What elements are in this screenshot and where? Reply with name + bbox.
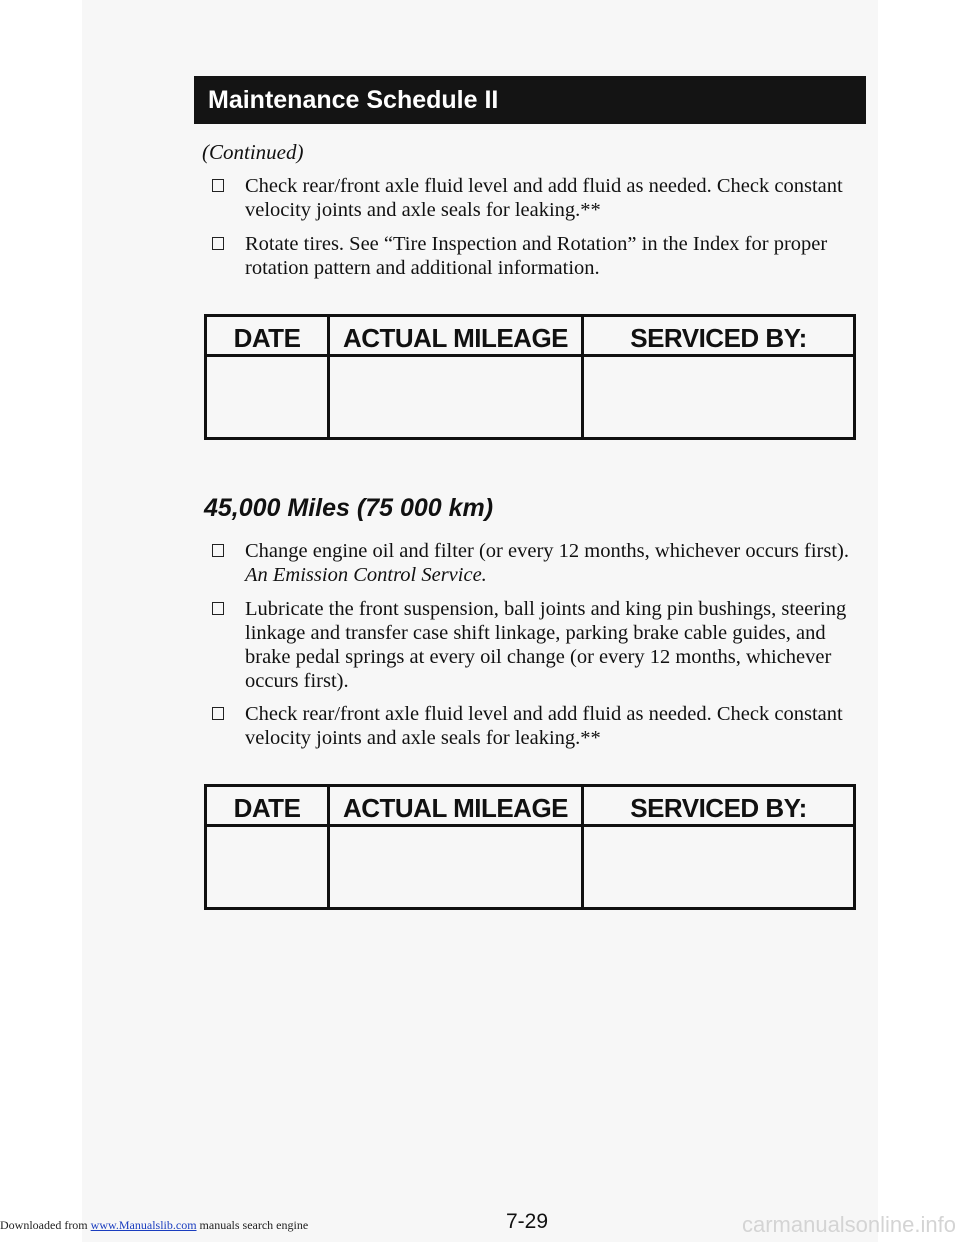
emission-control-note: An Emission Control Service. bbox=[245, 564, 487, 586]
checkbox[interactable] bbox=[212, 602, 224, 615]
watermark: carmanualsonline.info bbox=[741, 1212, 956, 1237]
mileage-cell[interactable] bbox=[330, 357, 581, 437]
checklist-item-text: Change engine oil and filter (or every 12 months, whichever occurs first). An Emission Control Service. bbox=[245, 540, 849, 586]
serviced-by-cell[interactable] bbox=[584, 357, 853, 437]
date-header: DATE bbox=[233, 793, 301, 823]
checklist-item bbox=[212, 597, 862, 693]
checklist-item bbox=[212, 702, 862, 750]
manualslib-link[interactable]: www.Manualslib.com bbox=[90, 1218, 197, 1232]
date-cell[interactable] bbox=[207, 827, 327, 907]
checklist-item-text: Check rear/front axle fluid level and add fluid as needed. Check constant velocity joints and axle seals for leaking.** bbox=[245, 703, 843, 749]
continued-label: (Continued) bbox=[202, 140, 304, 164]
checklist-item-text: Check rear/front axle fluid level and add fluid as needed. Check constant velocity joints and axle seals for leaking.** bbox=[245, 175, 843, 221]
page-title-banner: Maintenance Schedule II bbox=[194, 76, 866, 124]
checklist-item bbox=[212, 232, 862, 280]
checkbox[interactable] bbox=[212, 707, 224, 720]
checkbox[interactable] bbox=[212, 237, 224, 250]
checkbox[interactable] bbox=[212, 544, 224, 557]
checklist-item-text: Rotate tires. See “Tire Inspection and Rotation” in the Index for proper rotation pattern and additional information. bbox=[245, 233, 828, 279]
serviced-by-header: SERVICED BY: bbox=[630, 793, 807, 823]
actual-mileage-header: ACTUAL MILEAGE bbox=[342, 323, 569, 353]
page-number: 7-29 bbox=[506, 1210, 549, 1233]
serviced-by-cell[interactable] bbox=[584, 827, 853, 907]
checklist-item bbox=[212, 174, 862, 222]
date-header: DATE bbox=[233, 323, 301, 353]
date-cell[interactable] bbox=[207, 357, 327, 437]
checkbox[interactable] bbox=[212, 179, 224, 192]
mileage-heading: 45,000 Miles (75 000 km) bbox=[204, 494, 494, 522]
checklist-item bbox=[212, 539, 862, 587]
checklist-item-text: Lubricate the front suspension, ball joints and king pin bushings, steering linkage and transfer case shift linkage, parking brake cable guides, and brake pedal springs at every oil change (or every 12 months, whichever occurs first). bbox=[245, 598, 847, 692]
service-record-table bbox=[204, 784, 856, 910]
actual-mileage-header: ACTUAL MILEAGE bbox=[342, 793, 569, 823]
download-footer: Downloaded from www.Manualslib.com manuals search engine bbox=[0, 1218, 309, 1232]
serviced-by-header: SERVICED BY: bbox=[630, 323, 807, 353]
service-record-table bbox=[204, 314, 856, 440]
mileage-cell[interactable] bbox=[330, 827, 581, 907]
